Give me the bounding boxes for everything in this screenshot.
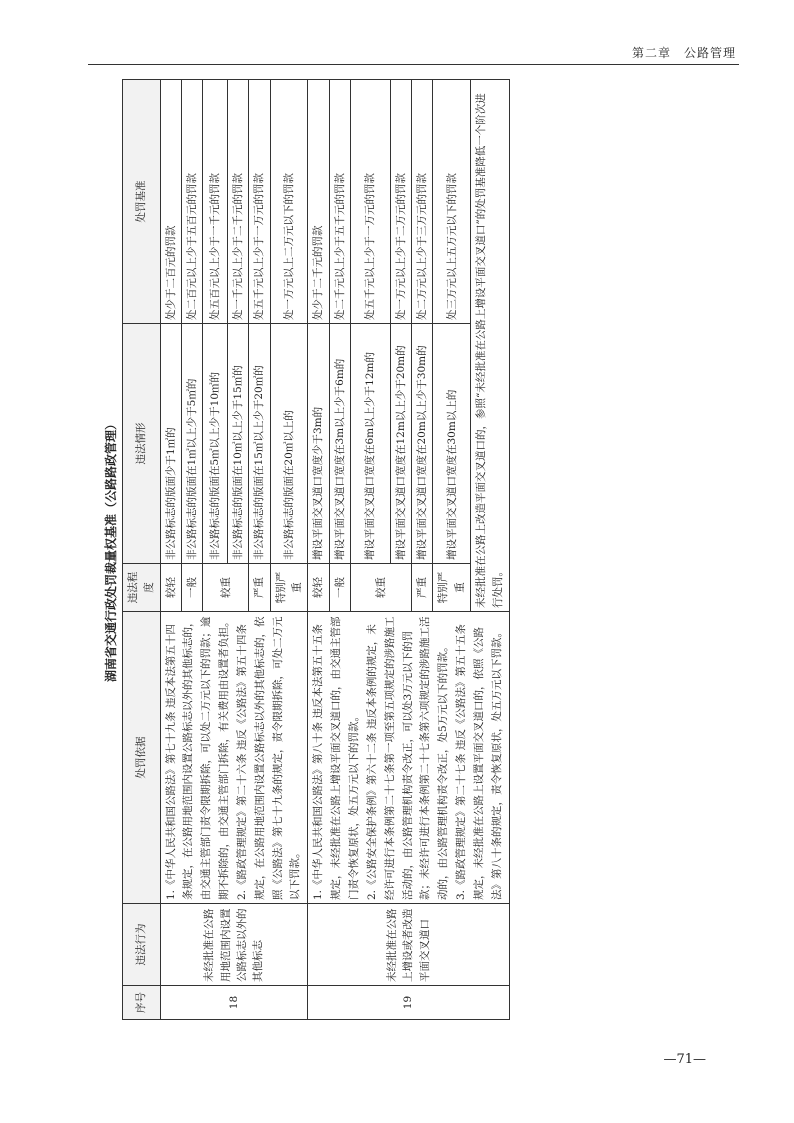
basis-clause: 2.《路政管理规定》第二十六条 违反《公路法》第五十四条规定，在公路用地范围内设置公路标志以外的其他标志的，依照《公路法》第七十九条的规定，责令限期拆除，可处二万元以下罚款。 bbox=[235, 616, 302, 900]
basis-clause: 2.《公路安全保护条例》第六十二条 违反本条例的规定，未经许可进行本条例第二十七条第一项至第五项规定的涉路施工活动的，由公路管理机构责令改正，可以处3万元以下的罚款；未经许可进行本条例第二十七条第六项规定的涉路施工活动的，由公路管理机构责令改正，处5万元以下的罚款。 bbox=[365, 616, 450, 900]
violation-situation: 非公路标志的版面在5㎡以上少于10㎡的 bbox=[203, 324, 228, 564]
violation-level: 严重 bbox=[249, 564, 270, 612]
header-rule bbox=[88, 64, 739, 65]
violation-level: 一般 bbox=[329, 564, 350, 612]
penalty-standard: 处五千元以上少于一万元的罚款 bbox=[350, 80, 390, 324]
col-header-penalty: 处罚基准 bbox=[123, 80, 161, 324]
penalty-table bbox=[122, 79, 510, 1020]
violation-situation: 增设平面交叉道口宽度在12m以上少于20m的 bbox=[390, 324, 411, 564]
violation-behavior: 未经批准在公路上增设或者改造平面交叉道口 bbox=[308, 904, 509, 986]
violation-situation: 非公路标志的版面在1㎡以上少于5㎡的 bbox=[181, 324, 202, 564]
violation-situation: 增设平面交叉道口宽度在6m以上少于12m的 bbox=[350, 324, 390, 564]
violation-level: 较重 bbox=[350, 564, 411, 612]
violation-level: 较重 bbox=[203, 564, 249, 612]
violation-level: 较轻 bbox=[160, 564, 181, 612]
violation-level: 较轻 bbox=[308, 564, 329, 612]
violation-situation: 增设平面交叉道口宽度在30m以上的 bbox=[433, 324, 471, 564]
penalty-basis bbox=[160, 612, 308, 904]
col-header-level: 违法程度 bbox=[123, 564, 161, 612]
col-header-no: 序号 bbox=[123, 986, 161, 1020]
page-header bbox=[0, 0, 794, 68]
basis-clause: 1.《中华人民共和国公路法》第八十条 违反本法第五十五条规定，未经批准在公路上增设平面交叉道口的，由交通主管部门责令恢复原状，处五万元以下的罚款。 bbox=[312, 616, 360, 900]
violation-level: 严重 bbox=[412, 564, 433, 612]
page-number: —71— bbox=[663, 1052, 706, 1067]
violation-situation: 增设平面交叉道口宽度在3m以上少于6m的 bbox=[329, 324, 350, 564]
row-number: 18 bbox=[160, 986, 308, 1020]
table-header-row bbox=[123, 80, 161, 1020]
violation-level: 特别严重 bbox=[270, 564, 308, 612]
penalty-standard: 处二千元以上少于五千元的罚款 bbox=[329, 80, 350, 324]
violation-situation: 增设平面交叉道口宽度在20m以上少于30m的 bbox=[412, 324, 433, 564]
violation-level: 特别严重 bbox=[433, 564, 471, 612]
rotated-table-block bbox=[100, 80, 700, 1020]
table-row bbox=[160, 80, 181, 1020]
penalty-basis bbox=[308, 612, 509, 904]
violation-situation: 非公路标志的版面在10㎡以上少于15㎡的 bbox=[228, 324, 249, 564]
violation-situation: 非公路标志的版面在20㎡以上的 bbox=[270, 324, 308, 564]
basis-clause: 1.《中华人民共和国公路法》第七十九条 违反本法第五十四条规定，在公路用地范围内设置公路标志以外的其他标志的，由交通主管部门责令限期拆除，可以处二万元以下的罚款；逾期不拆除的，由交通主管部门拆除，有关费用由设置者负担。 bbox=[164, 616, 231, 900]
violation-situation: 非公路标志的版面少于1㎡的 bbox=[160, 324, 181, 564]
penalty-standard: 处二万元以上少于三万元的罚款 bbox=[412, 80, 433, 324]
penalty-standard: 处三万元以上五万元以下的罚款 bbox=[433, 80, 471, 324]
row-number: 19 bbox=[308, 986, 509, 1020]
penalty-standard: 处一万元以上二万元以下的罚款 bbox=[270, 80, 308, 324]
violation-behavior: 未经批准在公路用地范围内设置公路标志以外的其他标志 bbox=[160, 904, 308, 986]
penalty-standard: 处少于二百元的罚款 bbox=[160, 80, 181, 324]
table-title: 湖南省交通行政处罚裁量权基准（公路路政管理） bbox=[104, 418, 118, 683]
violation-situation: 增设平面交叉道口宽度少于3m的 bbox=[308, 324, 329, 564]
col-header-situation: 违法情形 bbox=[123, 324, 161, 564]
penalty-standard: 处五百元以上少于一千元的罚款 bbox=[203, 80, 228, 324]
violation-level: 一般 bbox=[181, 564, 202, 612]
basis-clause: 3.《路政管理规定》第二十七条 违反《公路法》第五十五条规定，未经批准在公路上设置平面交叉道口的，依照《公路法》第八十条的规定，责令恢复原状，处五万元以下罚款。 bbox=[455, 624, 503, 900]
table-row bbox=[308, 80, 329, 1020]
col-header-basis: 处罚依据 bbox=[123, 612, 161, 904]
penalty-standard: 处少于二千元的罚款 bbox=[308, 80, 329, 324]
note-cell: 未经批准在公路上改造平面交叉道口的，参照“未经批准在公路上增设平面交叉道口”的处罚基准降低一个阶次进行处罚。 bbox=[470, 80, 509, 612]
penalty-standard: 处五千元以上少于一万元的罚款 bbox=[249, 80, 270, 324]
chapter-title: 第二章 公路管理 bbox=[631, 46, 736, 60]
penalty-standard: 处一万元以上少于二万元的罚款 bbox=[390, 80, 411, 324]
penalty-standard: 处二百元以上少于五百元的罚款 bbox=[181, 80, 202, 324]
col-header-behavior: 违法行为 bbox=[123, 904, 161, 986]
penalty-standard: 处一千元以上少于二千元的罚款 bbox=[228, 80, 249, 324]
violation-situation: 非公路标志的版面在15㎡以上少于20㎡的 bbox=[249, 324, 270, 564]
